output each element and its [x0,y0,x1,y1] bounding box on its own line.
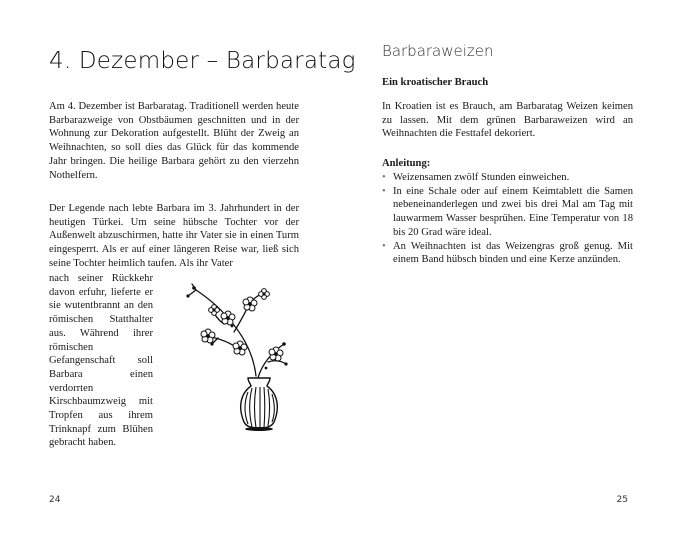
section-heading: Barbaraweizen [382,42,494,60]
paragraph-legend-continued: nach seiner Rückkehr davon erfuhr, lieferte er sie wutentbrannt an den römischen Statthalter aus. Während ihrer römischen Gefangenschaft soll Barbara einen verdorrten Kirschbaumzweig mit Tropfen aus ihrem Trinknapf zum Blühen gebracht haben. [49,273,153,449]
right-page [340,0,680,539]
chapter-title: 4. Dezember – Barbaratag [49,48,356,74]
paragraph-intro: Am 4. Dezember ist Barbaratag. Traditionell werden heute Barbarazweige von Obstbäumen geschnitten und in der Wohnung zur Dekoration aufgestellt. Blüht der Zweig an Weihnachten, so soll dies das Glück für das kommende Jahr bringen. Die heilige Barbara gehört zu den vierzehn Nothelfern. [49,101,299,181]
paragraph-custom: In Kroatien ist es Brauch, am Barbaratag Weizen keimen zu lassen. Mit dem grünen Barbaraweizen wird an Weihnachten die Festtafel dekoriert. [382,101,633,140]
vase-with-blossom-branch-icon [168,278,292,438]
list-item: • Weizensamen zwölf Stunden einweichen. [382,171,633,185]
subheading: Ein kroatischer Brauch [382,77,489,88]
instructions-label: Anleitung: [382,158,431,169]
page-number-right: 25 [616,495,628,505]
paragraph-legend: Der Legende nach lebte Barbara im 3. Jahrhundert in der heutigen Türkei. Um seine hübsche Tochter vor der Außenwelt abzuschirmen, hatte ihr Vater sie in einen Turm eingesperrt. Als er auf einer längeren Reise war, ließ sich seine Tochter heimlich taufen. Als ihr Vater [49,203,299,269]
page-number-left: 24 [49,495,61,505]
instructions-list [382,171,633,267]
list-item: • An Weihnachten ist das Weizengras groß genug. Mit einem Band hübsch binden und eine Kerze anzünden. [382,240,633,267]
list-item: • In eine Schale oder auf einem Keimtablett die Samen nebeneinanderlegen und zwei bis drei Mal am Tag mit lauwarmem Wasser besprühen. Eine Temperatur von 18 bis 20 Grad wäre ideal. [382,185,633,240]
